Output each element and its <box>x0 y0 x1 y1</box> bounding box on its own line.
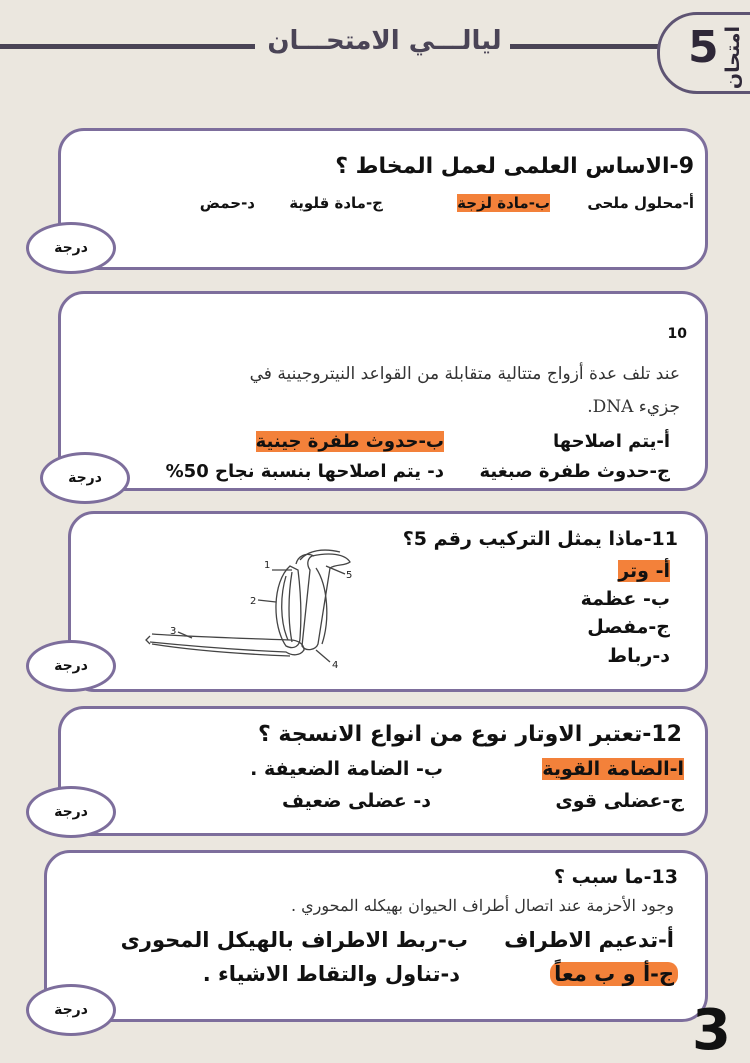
q9-grade-box: درجة <box>26 222 116 274</box>
q13-option-b: ب-ربط الاطراف بالهيكل المحورى <box>120 928 468 952</box>
q11-question: 11-ماذا يمثل التركيب رقم 5؟ <box>402 528 678 550</box>
q12-grade-box: درجة <box>26 786 116 838</box>
header-title: ليالـــي الامتحـــان <box>267 26 502 56</box>
q11-option-a <box>618 560 670 582</box>
q9-option-d: د-حمض <box>199 194 255 212</box>
q11-option-d: د-رباط <box>607 645 670 667</box>
q13-option-c: ج-أ و ب معاً <box>550 962 678 986</box>
q13-option-a: أ-تدعيم الاطراف <box>504 928 674 952</box>
q9-option-b: ب-مادة لزجة <box>457 194 550 212</box>
exam-badge-word: امتحان <box>722 26 744 90</box>
q13-option-d: د-تناول والتقاط الاشياء . <box>202 962 460 986</box>
q12-option-d: د- عضلى ضعيف <box>281 790 431 812</box>
q11-option-a-text: أ- وتر <box>618 560 670 582</box>
q9-option-a: أ-محلول ملحى <box>587 194 694 212</box>
arm-muscle-diagram <box>140 546 365 671</box>
q13-subtext: وجود الأحزمة عند اتصال أطراف الحيوان بهيكله المحوري . <box>290 896 674 915</box>
q10-number: 10 <box>667 326 687 342</box>
header-rule-right <box>510 44 660 49</box>
diagram-label-2: 2 <box>250 596 257 607</box>
diagram-label-1: 1 <box>264 560 271 571</box>
q12-option-a: ا-الضامة القوية <box>542 758 684 780</box>
q12-option-c: ج-عضلى قوى <box>555 790 684 812</box>
diagram-label-5: 5 <box>346 570 353 581</box>
q11-option-c: ج-مفصل <box>587 616 670 638</box>
page-number: 3 <box>692 998 731 1063</box>
q12-option-b: ب- الضامة الضعيفة . <box>250 758 443 780</box>
q9-question: 9-الاساس العلمى لعمل المخاط ؟ <box>335 154 694 179</box>
diagram-label-3: 3 <box>170 626 177 637</box>
exam-badge-number: 5 <box>688 22 719 73</box>
q10-line2: جزيء DNA. <box>587 397 680 417</box>
diagram-label-4: 4 <box>332 660 339 671</box>
q10-option-c: ج-حدوث طفرة صبغية <box>479 461 670 482</box>
q10-option-b: ب-حدوث طفرة جينية <box>255 431 444 452</box>
q10-grade-box: درجة <box>40 452 130 504</box>
q12-question: 12-تعتبر الاوتار نوع من انواع الانسجة ؟ <box>257 722 682 747</box>
q10-line1: عند تلف عدة أزواج متتالية متقابلة من القواعد النيتروجينية في <box>249 364 680 384</box>
q11-option-b: ب- عظمة <box>580 588 670 610</box>
header-rule-left <box>0 44 255 49</box>
q13-question: 13-ما سبب ؟ <box>553 866 678 888</box>
q9-option-c: ج-مادة قلوية <box>289 194 383 212</box>
q10-option-d: د- يتم اصلاحها بنسبة نجاح 50% <box>165 461 444 482</box>
q11-grade-box: درجة <box>26 640 116 692</box>
q10-option-a: أ-يتم اصلاحها <box>553 431 670 452</box>
q13-grade-box: درجة <box>26 984 116 1036</box>
